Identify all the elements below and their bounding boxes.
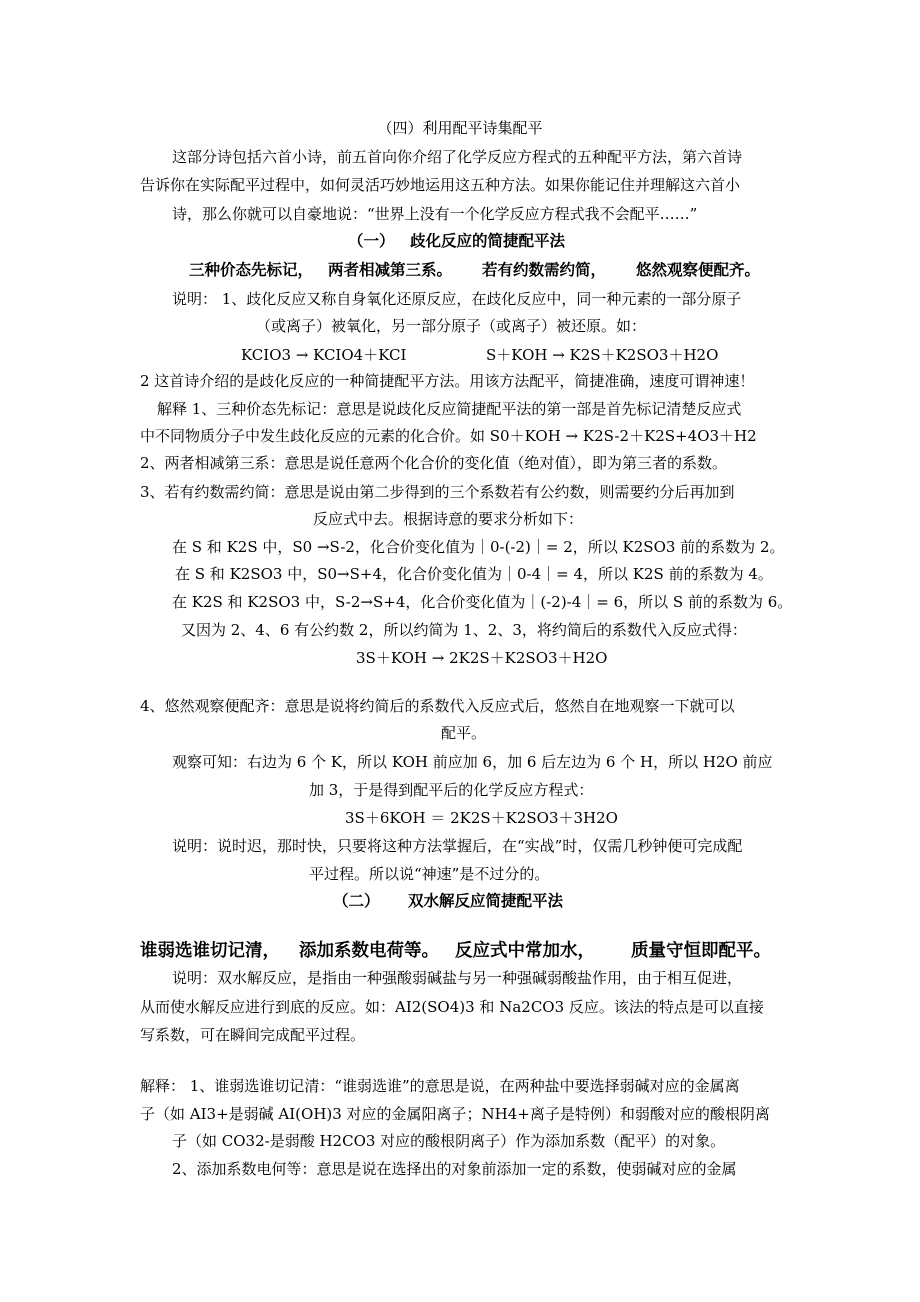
p1-line-18: 平过程。所以说“神速”是不过分的。 (309, 865, 550, 883)
p2-line-6: 子（如 CO32-是弱酸 H2CO3 对应的酸根阴离子）作为添加系数（配平）的对象。 (172, 1132, 726, 1150)
poem-line-1: 三种价态先标记， (189, 261, 314, 279)
p1-line-16: 加 3，于是得到配平后的化学反应方程式： (309, 781, 594, 799)
p2-line-7: 2、添加系数电何等：意思是说在选择出的对象前添加一定的系数，使弱碱对应的金属 (172, 1160, 737, 1178)
p1-line-3: 2 这首诗介绍的是歧化反应的一种简捷配平方法。用该方法配平，简捷准确，速度可谓神速！ (140, 372, 755, 390)
p1-line-6: 2、两者相减第三系：意思是说任意两个化合价的变化值（绝对值），即为第三者的系数。 (140, 454, 728, 472)
part2-title: 双水解反应简捷配平法 (408, 892, 564, 910)
p1-line-17: 说明：说时迟，那时快，只要将这种方法掌握后，在“实战”时，仅需几秒钟便可完成配 (172, 837, 743, 855)
intro-line-3: 诗，那么你就可以自豪地说：“世界上没有一个化学反应方程式我不会配平……” (172, 205, 698, 223)
p1-line-12: 又因为 2、4、6 有公约数 2，所以约简为 1、2、3，将约简后的系数代入反应式得： (181, 621, 747, 639)
p1-line-13: 4、悠然观察便配齐：意思是说将约简后的系数代入反应式后，悠然自在地观察一下就可以 (140, 697, 735, 715)
poem-line-3: 若有约数需约简， (482, 261, 607, 279)
p2-line-5: 子（如 AI3+是弱碱 AI(OH)3 对应的金属阳离子；NH4+离子是特例）和弱酸对应的酸根阴离 (140, 1105, 770, 1123)
equation-reduced: 3S＋KOH → 2K2S＋K2SO3＋H2O (356, 649, 608, 667)
part1-number: （一） (348, 232, 395, 250)
p2-line-2: 从而使水解反应进行到底的反应。如：AI2(SO4)3 和 Na2CO3 反应。该法的特点是可以直接 (140, 998, 764, 1016)
p1-line-8: 反应式中去。根据诗意的要求分析如下： (313, 510, 584, 528)
intro-line-2: 告诉你在实际配平过程中，如何灵活巧妙地运用这五种方法。如果你能记住并理解这六首小 (140, 176, 741, 194)
p1-line-4: 解释 1、三种价态先标记：意思是说歧化反应简捷配平法的第一部是首先标记清楚反应式 (157, 400, 742, 418)
part2-number: （二） (333, 892, 380, 910)
p1-line-15: 观察可知：右边为 6 个 K，所以 KOH 前应加 6，加 6 后左边为 6 个 H，所以 H2O 前应 (172, 753, 773, 771)
p2-line-1: 说明：双水解反应，是指由一种强酸弱碱盐与另一种强碱弱酸盐作用，由于相互促进， (172, 969, 743, 987)
p1-line-10: 在 S 和 K2SO3 中，S0→S+4，化合价变化值为｜0-4｜= 4，所以 K2S 前的系数为 4。 (175, 565, 773, 583)
p1-line-7: 3、若有约数需约简：意思是说由第二步得到的三个系数若有公约数，则需要约分后再加到 (140, 483, 735, 501)
p1-line-5: 中不同物质分子中发生歧化反应的元素的化合价。如 S0＋KOH → K2S-2＋K2S+4O3＋H2 (140, 427, 757, 445)
poem-line-4: 悠然观察便配齐。 (636, 261, 761, 279)
p1-line-9: 在 S 和 K2S 中，S0 →S-2，化合价变化值为｜0-(-2)｜= 2，所以 K2SO3 前的系数为 2。 (172, 538, 785, 556)
p1-line-11: 在 K2S 和 K2SO3 中，S-2→S+4，化合价变化值为｜(-2)-4｜= 6，所以 S 前的系数为 6。 (172, 593, 793, 611)
poem-line-2: 两者相减第三系。 (328, 261, 453, 279)
p2-line-3: 写系数，可在瞬间完成配平过程。 (140, 1026, 366, 1044)
poem2-line-1: 谁弱选谁切记清， (140, 941, 280, 961)
part1-title: 歧化反应的简捷配平法 (410, 232, 566, 250)
equation-kclo3: KCIO3 → KCIO4＋KCI (241, 346, 407, 364)
poem2-line-4: 质量守恒即配平。 (631, 941, 771, 961)
p1-line-2: （或离子）被氧化，另一部分原子（或离子）被还原。如： (256, 317, 647, 335)
p2-line-4: 解释： 1、谁弱选谁切记清：“谁弱选谁”的意思是说，在两种盐中要选择弱碱对应的金属离 (140, 1077, 740, 1095)
poem2-line-2: 添加系数电荷等。 (299, 941, 439, 961)
section-title: （四）利用配平诗集配平 (377, 119, 543, 137)
poem2-line-3: 反应式中常加水， (455, 941, 595, 961)
equation-balanced: 3S＋6KOH ＝ 2K2S＋K2SO3＋3H2O (345, 809, 618, 827)
intro-line-1: 这部分诗包括六首小诗，前五首向你介绍了化学反应方程式的五种配平方法，第六首诗 (172, 148, 743, 166)
equation-s-koh: S＋KOH → K2S＋K2SO3＋H2O (486, 346, 719, 364)
p1-line-1: 说明： 1、歧化反应又称自身氧化还原反应，在歧化反应中，同一种元素的一部分原子 (172, 290, 742, 308)
p1-line-14: 配平。 (441, 724, 487, 742)
